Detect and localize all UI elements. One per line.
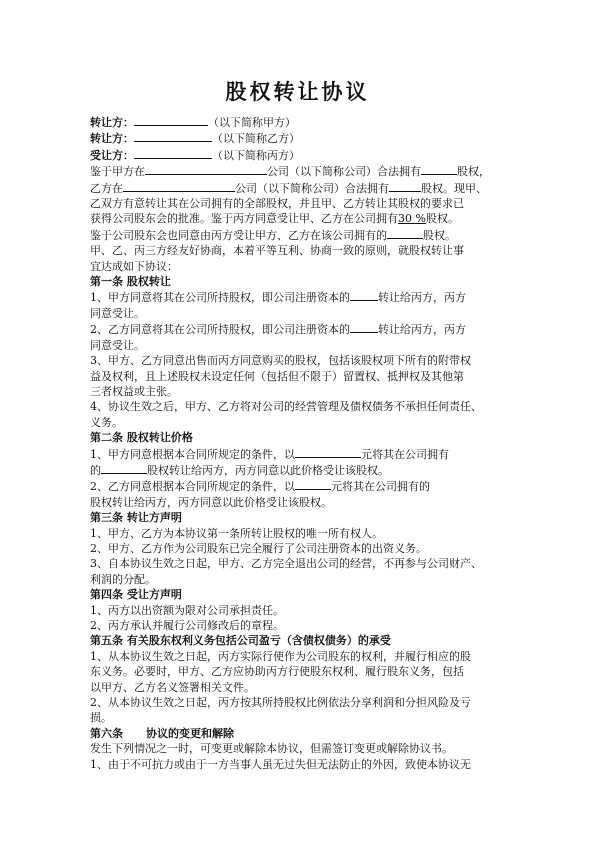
text: 2、乙方同意根据本合同所规定的条件，以: [90, 480, 295, 494]
article-text: 三者权益或主张。: [90, 384, 178, 398]
blank-field[interactable]: [350, 321, 378, 333]
article-text: 益及权利，且上述股权未设定任何（包括但不限于）留置权、抵押权及其他第: [90, 369, 464, 383]
party-label: 转让方：: [90, 132, 134, 146]
article-text: 3、甲方、乙方同意出售而丙方同意购买的股权，包括该股权项下所有的附带权: [90, 354, 471, 368]
text: 元将其在公司拥有的: [331, 480, 430, 494]
blank-field[interactable]: [295, 446, 361, 458]
article-text: [90, 321, 522, 337]
text: 公司（以下简称公司）合法拥有: [235, 181, 389, 195]
text: 股权转让给丙方，丙方同意以此价格受让该股权。: [147, 463, 389, 477]
article-text: 1、甲方、乙方为本协议第一条所转让股权的唯一所有权人。: [90, 526, 383, 540]
article-text: 义务。: [90, 415, 123, 429]
party-line-transferee: [90, 147, 522, 163]
article-text: 4、协议生效之后，甲方、乙方将对公司的经营管理及债权债务不承担任何责任、: [90, 400, 482, 414]
article-text: [90, 462, 522, 478]
text: 2、乙方同意将其在公司所持股权，即公司注册资本的: [90, 323, 350, 337]
text: 的: [90, 463, 101, 477]
text: 获得公司股东会的批准。鉴于丙方同意受让甲、乙方在公司拥有: [90, 212, 398, 226]
article-text: 1、从本协议生效之日起，丙方实际行使作为公司股东的权利，并履行相应的股: [90, 649, 471, 663]
preamble-line: [90, 163, 522, 179]
preamble-line: 宜达成如下协议：: [90, 259, 178, 273]
article-text: 以甲方、乙方名义签署相关文件。: [90, 680, 255, 694]
article-text: 2、从本协议生效之日起，丙方按其所持股权比例依法分享利润和分担风险及亏: [90, 696, 471, 710]
party-note: （以下简称乙方）: [212, 132, 300, 146]
article-text: 1、由于不可抗力或由于一方当事人虽无过失但无法防止的外因，致使本协议无: [90, 757, 471, 771]
document-body: [90, 114, 522, 772]
article-text: 损。: [90, 711, 112, 725]
preamble-line: 甲、乙、丙三方经友好协商，本着平等互利、协商一致的原则，就股权转让事: [90, 244, 464, 258]
article-2-heading: 第二条 股权转让价格: [90, 431, 193, 445]
article-text: 利润的分配。: [90, 572, 156, 586]
article-text: [90, 478, 522, 494]
article-text: 2、甲方、乙方作为公司股东已完全履行了公司注册资本的出资义务。: [90, 541, 427, 555]
article-text: [90, 446, 522, 462]
blank-field[interactable]: [350, 289, 378, 301]
blank-field[interactable]: [101, 462, 147, 474]
article-6-heading: 第六条 协议的变更和解除: [90, 726, 234, 740]
text: 元将其在公司拥有: [361, 447, 449, 461]
text: 鉴于甲方在: [90, 165, 145, 179]
preamble-line: 乙双方有意转让其在公司拥有的全部股权，并且甲、乙方转让其股权的要求已: [90, 197, 464, 211]
preamble-line: [90, 180, 522, 196]
party-label: 受让方：: [90, 148, 134, 162]
article-text: 2、丙方承认并履行公司修改后的章程。: [90, 619, 284, 632]
text: 转让给丙方，丙方: [378, 323, 466, 337]
party-label: 转让方：: [90, 116, 134, 129]
article-text: 东义务。必要时，甲方、乙方应协助丙方行使股东权利、履行股东义务，包括: [90, 665, 464, 679]
blank-field[interactable]: [134, 147, 212, 159]
blank-field[interactable]: [134, 130, 212, 142]
article-5-heading: 第五条 有关股东权利义务包括公司盈亏（含债权债务）的承受: [90, 634, 391, 648]
text: 股权，: [457, 165, 490, 179]
percent-value: 30 %: [398, 212, 426, 226]
preamble-line: [90, 227, 522, 243]
article-text: 3、自本协议生效之日起，甲方、乙方完全退出公司的经营，不再参与公司财产、: [90, 557, 482, 571]
article-1-heading: 第一条 股权转让: [90, 275, 171, 289]
article-text: 同意受让。: [90, 306, 145, 320]
article-text: 同意受让。: [90, 338, 145, 352]
article-text: 发生下列情况之一时，可变更或解除本协议，但需签订变更或解除协议书。: [90, 742, 453, 756]
text: 股权。: [423, 228, 456, 242]
party-line-transferor-a: [90, 114, 522, 130]
text: 公司（以下简称公司）合法拥有: [267, 165, 421, 179]
party-note: （以下简称丙方）: [212, 148, 300, 162]
blank-field[interactable]: [387, 227, 423, 239]
party-note: （以下简称甲方）: [208, 116, 296, 129]
article-text: 1、丙方以出资额为限对公司承担责任。: [90, 603, 284, 617]
article-4-heading: 第四条 受让方声明: [90, 588, 182, 602]
text: 股权。: [425, 212, 459, 226]
blank-field[interactable]: [134, 114, 208, 126]
article-3-heading: 第三条 转让方声明: [90, 511, 182, 525]
party-line-transferor-b: [90, 130, 522, 146]
blank-field[interactable]: [389, 180, 421, 192]
text: 鉴于公司股东会也同意由丙方受让甲方、乙方在该公司拥有的: [90, 228, 387, 242]
text: 乙方在: [90, 181, 123, 195]
document-title: 股权转让协议: [225, 79, 370, 104]
article-text: [90, 289, 522, 305]
article-text: 股权转让给丙方，丙方同意以此价格受让该股权。: [90, 495, 332, 509]
preamble-line: [90, 211, 522, 226]
text: 1、甲方同意根据本合同所规定的条件，以: [90, 447, 295, 461]
text: 1、甲方同意将其在公司所持股权，即公司注册资本的: [90, 291, 350, 305]
text: 转让给丙方，丙方: [378, 291, 466, 305]
blank-field[interactable]: [123, 180, 235, 192]
blank-field[interactable]: [295, 478, 331, 490]
text: 股权。现甲、: [421, 181, 487, 195]
blank-field[interactable]: [421, 163, 457, 175]
blank-field[interactable]: [145, 163, 267, 175]
